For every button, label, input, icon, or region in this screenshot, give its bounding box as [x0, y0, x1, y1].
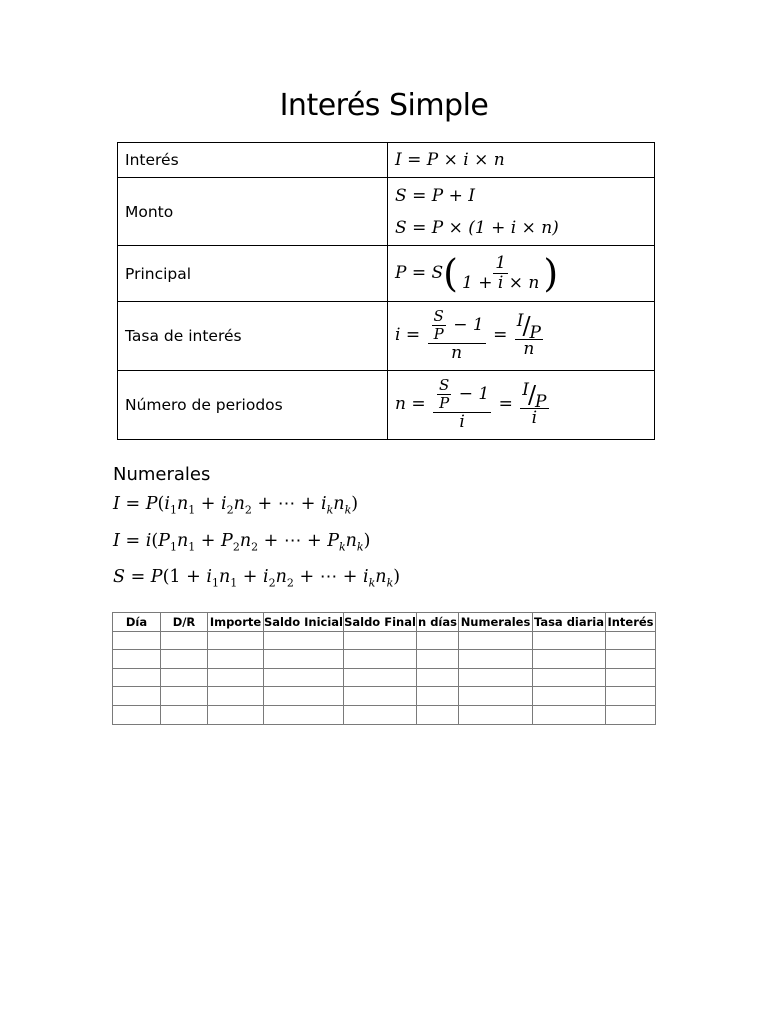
column-header: Interés [606, 613, 656, 632]
table-cell [533, 668, 606, 687]
formula-row-monto [118, 178, 655, 246]
formula-row-periodos [118, 371, 655, 440]
formula-interes: I = P × i × n [388, 143, 655, 178]
table-cell [113, 705, 161, 724]
table-cell [459, 705, 533, 724]
table-cell [344, 650, 417, 669]
numerales-formula-3: $S = P(1 + i_1n_1 + i_2n_2$ + ⋯ + $i_kn_k$) [113, 567, 401, 590]
table-cell [606, 650, 656, 669]
table-header-row [113, 613, 656, 632]
column-header: Tasa diaria [533, 613, 606, 632]
table-cell [344, 631, 417, 650]
table-cell [264, 631, 344, 650]
formula-periodos: n = $\frac{S}{P}$ − 1 i = $\frac{I/P}{i}$ [388, 371, 655, 440]
column-header: Importe [208, 613, 264, 632]
table-cell [161, 705, 208, 724]
table-cell [344, 687, 417, 706]
table-cell [208, 668, 264, 687]
formula-row-principal [118, 246, 655, 302]
table-cell [533, 687, 606, 706]
table-row [113, 705, 656, 724]
table-cell [606, 705, 656, 724]
formula-label-principal: Principal [118, 246, 388, 302]
formula-row-interes [118, 143, 655, 178]
table-body [113, 631, 656, 724]
formula-row-tasa [118, 302, 655, 371]
table-cell [606, 668, 656, 687]
table-cell [533, 650, 606, 669]
table-cell [208, 650, 264, 669]
table-cell [264, 650, 344, 669]
table-cell [417, 687, 459, 706]
table-cell [264, 668, 344, 687]
table-cell [533, 705, 606, 724]
table-cell [417, 668, 459, 687]
formula-tasa: i = $\frac{S}{P}$ − 1 n = $\frac{I/P}{n}$ [388, 302, 655, 371]
table-cell [606, 687, 656, 706]
table-cell [459, 687, 533, 706]
column-header: Numerales [459, 613, 533, 632]
table-cell [417, 705, 459, 724]
formula-table [117, 142, 655, 440]
table-row [113, 650, 656, 669]
table-cell [208, 687, 264, 706]
column-header: Día [113, 613, 161, 632]
column-header: Saldo Final [344, 613, 417, 632]
table-row [113, 687, 656, 706]
table-row [113, 668, 656, 687]
table-cell [113, 687, 161, 706]
table-cell [264, 705, 344, 724]
column-header: Saldo Inicial [264, 613, 344, 632]
column-header: D/R [161, 613, 208, 632]
table-cell [113, 668, 161, 687]
table-cell [264, 687, 344, 706]
page-title: Interés Simple [279, 88, 489, 123]
table-row [113, 631, 656, 650]
table-cell [161, 650, 208, 669]
table-cell [344, 705, 417, 724]
column-header: n días [417, 613, 459, 632]
table-cell [459, 631, 533, 650]
table-cell [459, 668, 533, 687]
formula-label-periodos: Número de periodos [118, 371, 388, 440]
formula-monto: S = P + I S = P × (1 + i × n) [388, 178, 655, 246]
table-cell [208, 631, 264, 650]
formula-principal: P = S( $\frac{1}{1 + i \times n}$ ) [388, 246, 655, 302]
table-cell [459, 650, 533, 669]
table-cell [344, 668, 417, 687]
formula-label-interes: Interés [118, 143, 388, 178]
table-cell [161, 687, 208, 706]
table-cell [113, 650, 161, 669]
table-cell [606, 631, 656, 650]
numerales-formula-2: $I = i(P_1n_1 + P_2n_2$ + ⋯ + $P_kn_k$) [113, 531, 371, 554]
numerales-heading: Numerales [113, 464, 211, 485]
table-cell [208, 705, 264, 724]
table-cell [113, 631, 161, 650]
table-cell [161, 631, 208, 650]
table-cell [417, 650, 459, 669]
numerales-formula-1: $I = P(i_1n_1 + i_2n_2$ + ⋯ + $i_kn_k$) [113, 494, 359, 517]
formula-label-tasa: Tasa de interés [118, 302, 388, 371]
table-cell [533, 631, 606, 650]
table-cell [417, 631, 459, 650]
numerales-table [112, 612, 656, 725]
table-cell [161, 668, 208, 687]
formula-label-monto: Monto [118, 178, 388, 246]
